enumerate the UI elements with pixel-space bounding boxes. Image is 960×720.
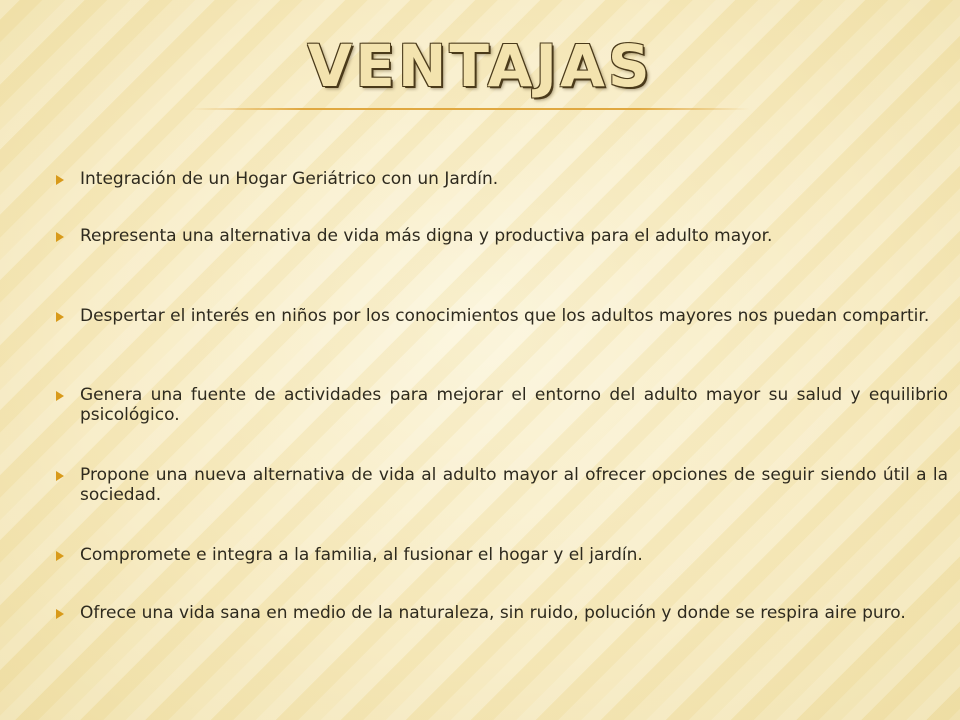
- bullet-text: Ofrece una vida sana en medio de la naturaleza, sin ruido, polución y donde se respira aire puro.: [80, 603, 906, 623]
- bullet-text: Compromete e integra a la familia, al fusionar el hogar y el jardín.: [80, 545, 643, 565]
- title-divider: [190, 108, 750, 110]
- bullet-text: Despertar el interés en niños por los conocimientos que los adultos mayores nos puedan compartir.: [80, 306, 930, 326]
- bullet-item: [56, 169, 948, 189]
- arrowhead-bullet-icon: [56, 175, 64, 185]
- arrowhead-bullet-icon: [56, 609, 64, 619]
- bullet-item: [56, 385, 948, 425]
- arrowhead-bullet-icon: [56, 312, 64, 322]
- bullet-item: [56, 603, 948, 623]
- bullet-item: [56, 306, 948, 326]
- bullet-item: [56, 226, 948, 246]
- bullet-text: Genera una fuente de actividades para mejorar el entorno del adulto mayor su salud y equilibrio psicológico.: [80, 385, 948, 425]
- slide-title: VENTAJAS: [307, 32, 653, 100]
- arrowhead-bullet-icon: [56, 391, 64, 401]
- bullet-item: [56, 545, 948, 565]
- arrowhead-bullet-icon: [56, 551, 64, 561]
- bullet-text: Integración de un Hogar Geriátrico con un Jardín.: [80, 169, 499, 189]
- bullet-item: [56, 465, 948, 505]
- arrowhead-bullet-icon: [56, 471, 64, 481]
- bullet-text: Representa una alternativa de vida más digna y productiva para el adulto mayor.: [80, 226, 773, 246]
- bullet-text: Propone una nueva alternativa de vida al adulto mayor al ofrecer opciones de seguir siendo útil a la sociedad.: [80, 465, 948, 505]
- arrowhead-bullet-icon: [56, 232, 64, 242]
